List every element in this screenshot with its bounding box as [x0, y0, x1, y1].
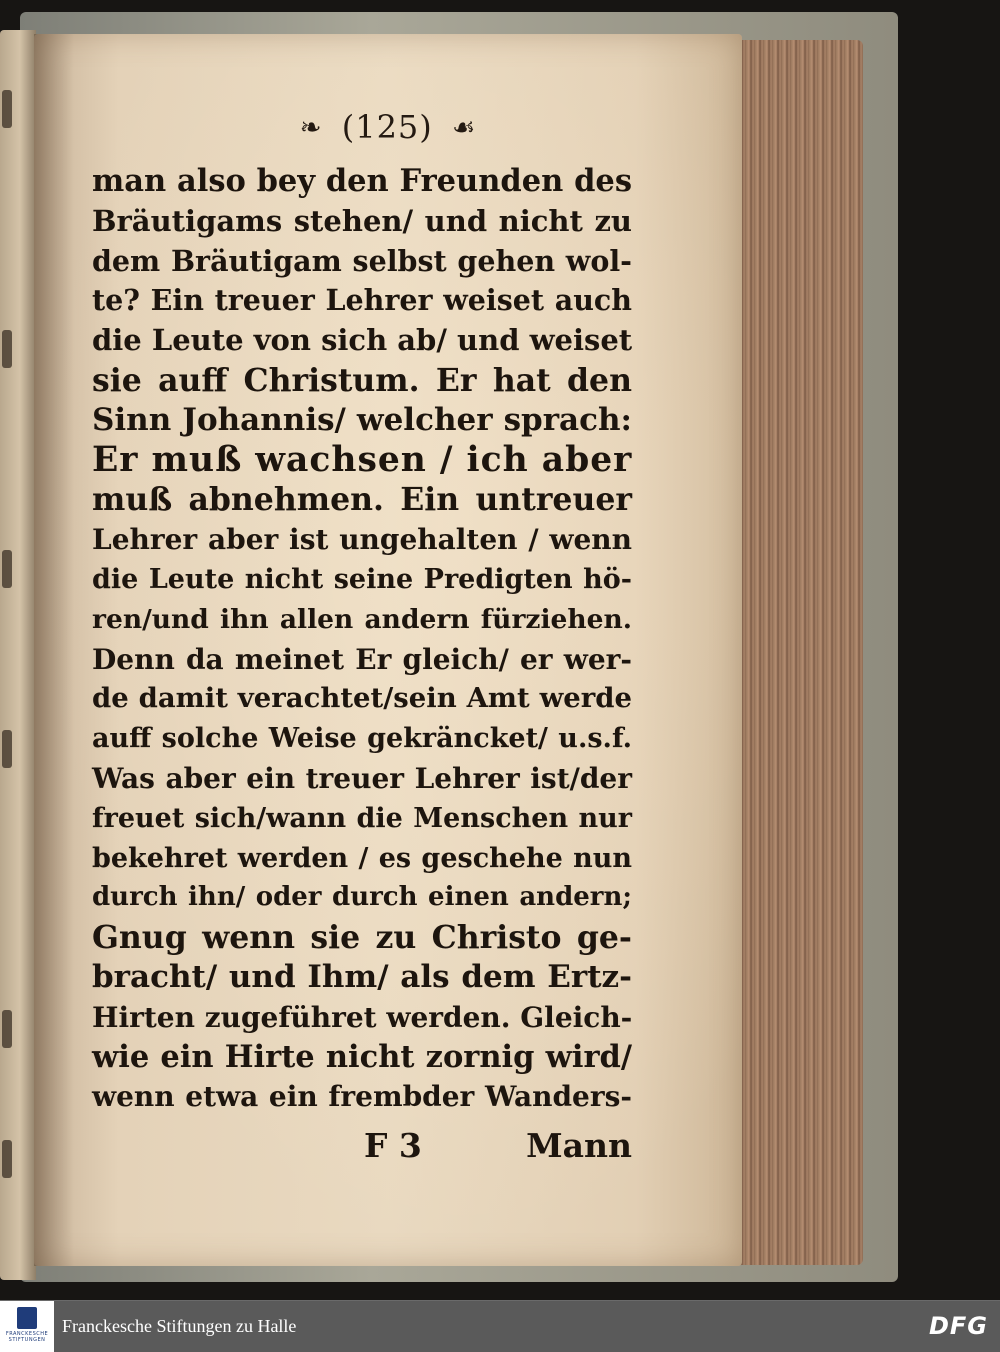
- text-line: Sinn Johannis/ welcher sprach:: [92, 401, 632, 438]
- logo-text: FRANCKESCHE STIFTUNGEN: [5, 1331, 49, 1343]
- book-page: [34, 34, 742, 1266]
- text-line: freuet sich/wann die Menschen nur: [92, 802, 632, 834]
- text-line: muß abnehmen. Ein untreuer: [92, 481, 632, 519]
- text-line: auff solche Weise gekräncket/ u.s.f.: [92, 723, 632, 755]
- text-line: de damit verachtet/sein Amt werde: [92, 682, 632, 715]
- text-line: sie auff Christum. Er hat den: [92, 361, 632, 399]
- text-line: bracht/ und Ihm/ als dem Ertz-: [92, 958, 632, 995]
- catchword: Mann: [526, 1126, 632, 1165]
- text-line: wenn etwa ein frembder Wanders-: [92, 1080, 632, 1114]
- page-footer-line: [364, 1126, 632, 1165]
- text-line: Denn da meinet Er gleich/ er wer-: [92, 642, 632, 676]
- text-line: wie ein Hirte nicht zornig wird/: [92, 1038, 632, 1075]
- text-line: ren/und ihn allen andern fürziehen.: [92, 603, 632, 635]
- text-line: Was aber ein treuer Lehrer ist/der: [92, 761, 632, 795]
- text-line: Gnug wenn sie zu Christo ge-: [92, 919, 632, 957]
- dfg-logo[interactable]: DFG: [928, 1312, 988, 1340]
- text-line: Bräutigams stehen/ und nicht zu: [92, 203, 632, 238]
- text-line: die Leute von sich ab/ und weiset: [92, 323, 633, 358]
- text-line: Hirten zugeführet werden. Gleich-: [92, 1000, 633, 1034]
- left-page-edge: [0, 30, 36, 1280]
- page-header: [34, 108, 742, 146]
- ornament-left-icon: ❧: [299, 113, 323, 143]
- text-line: bekehret werden / es geschehe nun: [92, 842, 632, 874]
- text-line-emphasis: Er muß wachsen / ich aber: [92, 439, 633, 480]
- logo-emblem-icon: [17, 1307, 37, 1329]
- text-line: dem Bräutigam selbst gehen wol-: [92, 243, 632, 278]
- text-line: durch ihn/ oder durch einen andern;: [92, 882, 632, 913]
- institution-logo[interactable]: [0, 1301, 54, 1352]
- text-line: te? Ein treuer Lehrer weiset auch: [92, 283, 632, 318]
- signature-mark: F 3: [364, 1126, 422, 1165]
- institution-name[interactable]: Franckesche Stiftungen zu Halle: [62, 1316, 297, 1336]
- text-line: Lehrer aber ist ungehalten / wenn: [92, 523, 632, 557]
- footer-bar: [0, 1300, 1000, 1352]
- page-number: (125): [341, 108, 433, 146]
- ornament-right-icon: ☙: [451, 113, 477, 143]
- text-line: die Leute nicht seine Predigten hö-: [92, 563, 632, 595]
- body-text: [92, 162, 632, 1117]
- page-edges: [728, 40, 863, 1265]
- text-line: man also bey den Freunden des: [92, 163, 632, 199]
